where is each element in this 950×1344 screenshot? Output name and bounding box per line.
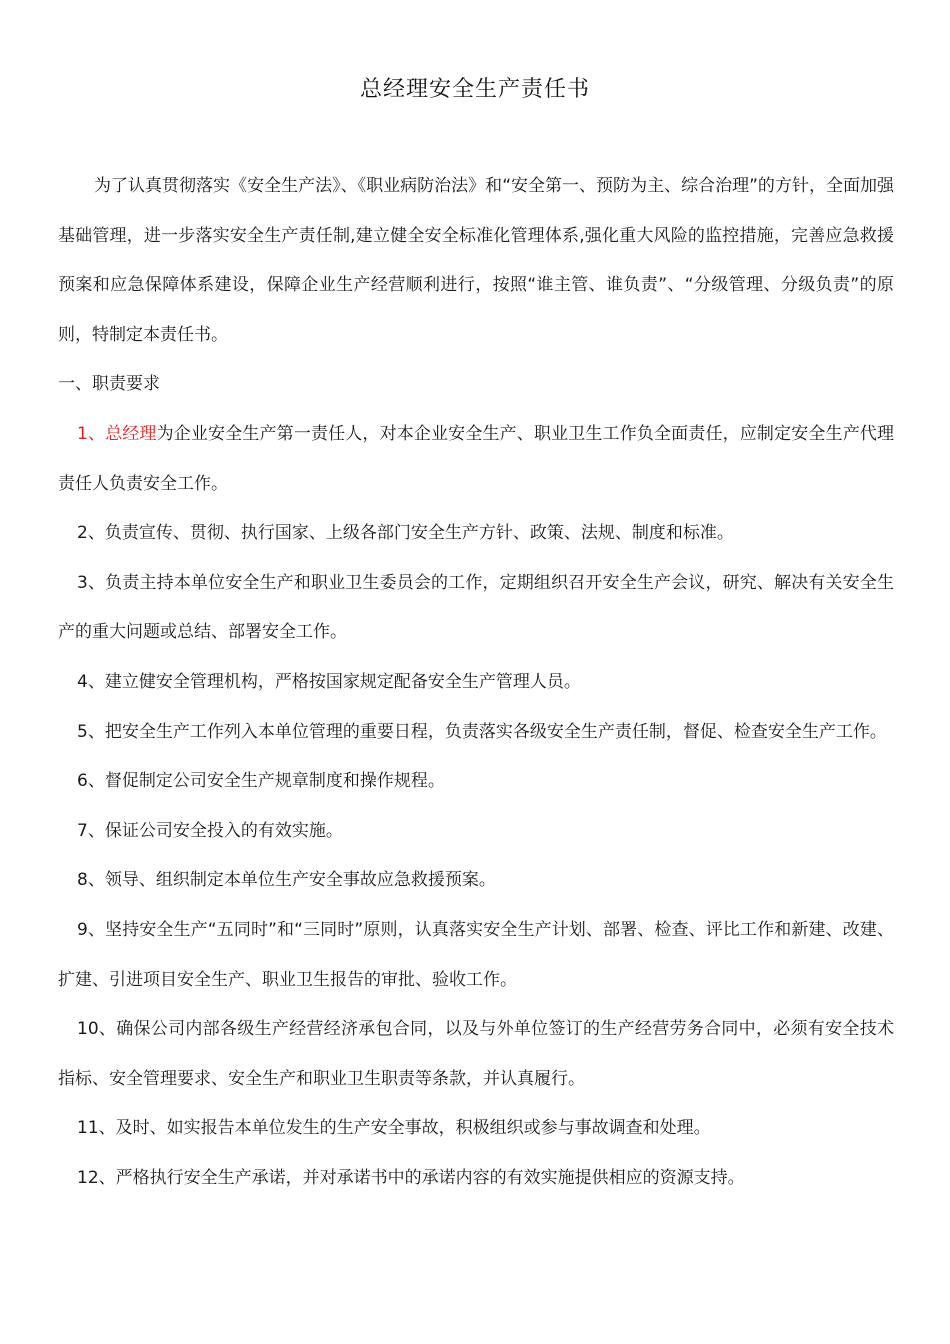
list-item: 4、建立健安全管理机构，严格按国家规定配备安全生产管理人员。 — [77, 671, 581, 692]
highlighted-term: 1、总经理 — [77, 423, 157, 444]
list-item: 5、把安全生产工作列入本单位管理的重要日程，负责落实各级安全生产责任制，督促、检查安全生产工作。 — [77, 721, 887, 742]
list-item: 10、确保公司内部各级生产经营经济承包合同，以及与外单位签订的生产经营劳务合同中，必须有安全技术指标、安全管理要求、安全生产和职业卫生职责等条款，并认真履行。 — [58, 1019, 894, 1089]
list-item: 8、领导、组织制定本单位生产安全事故应急救援预案。 — [77, 870, 496, 891]
list-item: 3、负责主持本单位安全生产和职业卫生委员会的工作，定期组织召开安全生产会议，研究、解决有关安全生产的重大问题或总结、部署安全工作。 — [58, 572, 894, 643]
list-item: 7、保证公司安全投入的有效实施。 — [77, 820, 343, 841]
list-item-text: 为企业安全生产第一责任人，对本企业安全生产、职业卫生工作负全面责任，应制定安全生产代理责任人负责安全工作。 — [58, 423, 895, 494]
document-body — [58, 162, 894, 1203]
intro-paragraph: 为了认真贯彻落实《安全生产法》、《职业病防治法》和“安全第一、预防为主、综合治理”的方针，全面加强基础管理，进一步落实安全生产责任制,建立健全安全标准化管理体系,强化重大风险的监控措施，完善应急救援预案和应急保障体系建设，保障企业生产经营顺利进行，按照“谁主管、谁负责”、“分级管理、分级负责”的原则，特制定本责任书。 — [58, 176, 894, 345]
list-item — [58, 410, 894, 509]
section-heading: 一、职责要求 — [58, 374, 160, 395]
list-item: 9、坚持安全生产“五同时”和“三同时”原则，认真落实安全生产计划、部署、检查、评比工作和新建、改建、扩建、引进项目安全生产、职业卫生报告的审批、验收工作。 — [58, 919, 894, 990]
list-item: 6、督促制定公司安全生产规章制度和操作规程。 — [77, 771, 445, 792]
document-title: 总经理安全生产责任书 — [359, 77, 590, 102]
list-item: 12、严格执行安全生产承诺，并对承诺书中的承诺内容的有效实施提供相应的资源支持。 — [77, 1167, 745, 1188]
list-item: 11、及时、如实报告本单位发生的生产安全事故，积极组织或参与事故调查和处理。 — [77, 1118, 711, 1139]
list-item: 2、负责宣传、贯彻、执行国家、上级各部门安全生产方针、政策、法规、制度和标准。 — [77, 523, 734, 544]
